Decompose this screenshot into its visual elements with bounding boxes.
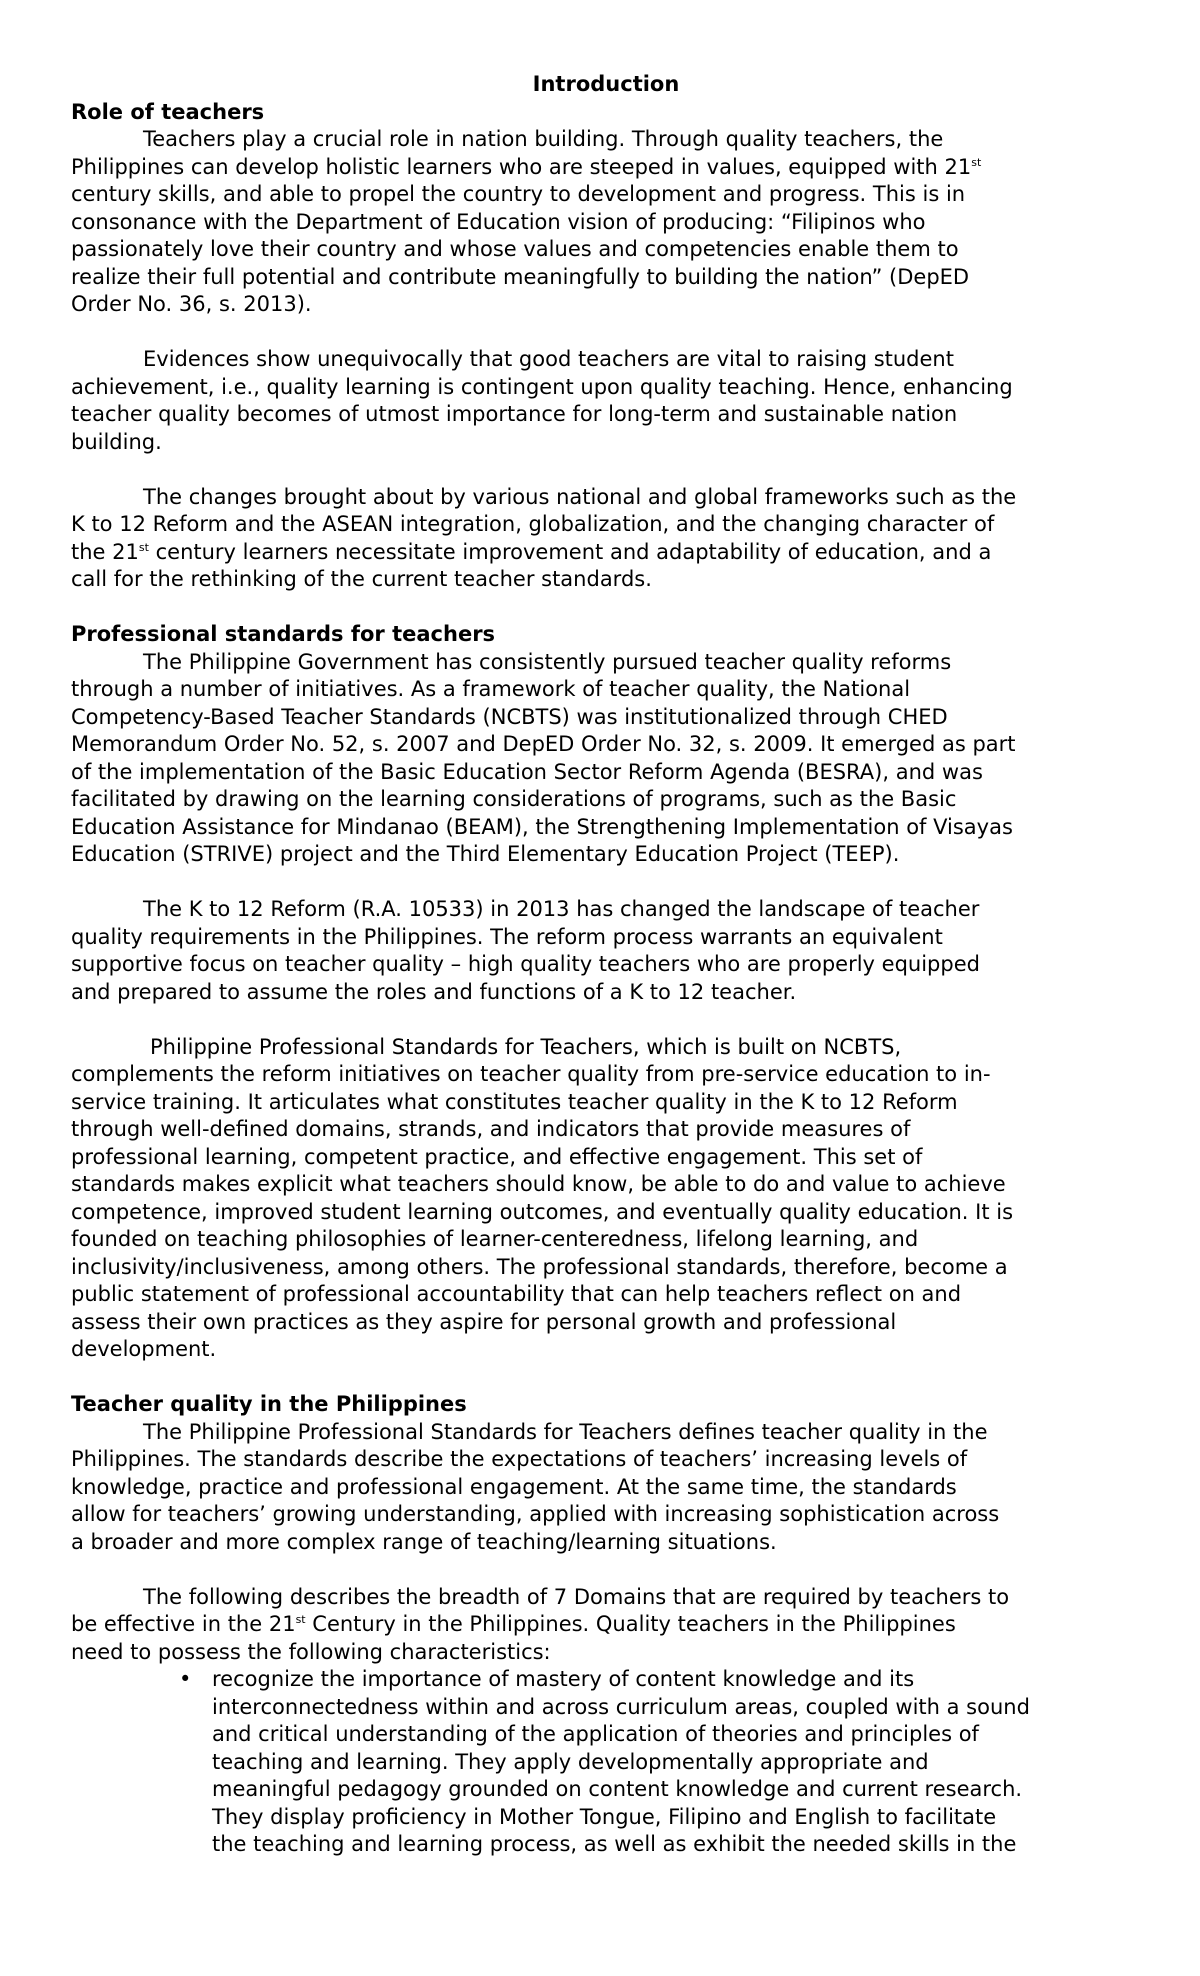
text-run: Century in the Philippines. Quality teachers in the Philippines	[305, 1612, 956, 1636]
paragraph-line: inclusivity/inclusiveness, among others. The professional standards, therefore, become a	[71, 1254, 1008, 1279]
section-heading: Teacher quality in the Philippines	[71, 1392, 467, 1416]
paragraph-line: consonance with the Department of Education vision of producing: “Filipinos who	[71, 209, 926, 234]
paragraph-line: and prepared to assume the roles and functions of a K to 12 teacher.	[71, 979, 797, 1004]
document-title: Introduction	[532, 72, 680, 96]
paragraph-line: need to possess the following characteristics:	[71, 1639, 551, 1664]
paragraph-line	[71, 154, 1141, 182]
paragraph-line: Education (STRIVE) project and the Third Elementary Education Project (TEEP).	[71, 842, 900, 866]
paragraph-line: founded on teaching philosophies of learner-centeredness, lifelong learning, and	[71, 1227, 919, 1251]
paragraph-line: through well-defined domains, strands, and indicators that provide measures of	[71, 1117, 911, 1141]
paragraph	[71, 1584, 1141, 1667]
text-run: the 21	[71, 539, 139, 564]
paragraph-line: allow for teachers’ growing understanding, applied with increasing sophistication across	[71, 1502, 1000, 1526]
paragraph-line: development.	[71, 1337, 217, 1361]
blank-line	[71, 869, 1141, 897]
paragraph-line: K to 12 Reform and the ASEAN integration, globalization, and the changing character of	[71, 512, 995, 536]
blank-line	[71, 1006, 1141, 1034]
text-run: be effective in the 21	[71, 1612, 296, 1636]
bullet-line	[71, 1804, 1141, 1832]
paragraph-line: competence, improved student learning outcomes, and eventually quality education. It is	[71, 1199, 1014, 1224]
text-run: century learners necessitate improvement and adaptability of education, and a	[148, 539, 992, 564]
bullet-item	[71, 1666, 1141, 1859]
paragraph	[71, 484, 1141, 594]
paragraph-line: service training. It articulates what constitutes teacher quality in the K to 12 Reform	[71, 1089, 958, 1114]
paragraph-line: passionately love their country and whose values and competencies enable them to	[71, 237, 959, 261]
blank-line	[71, 456, 1141, 484]
paragraph-line: a broader and more complex range of teaching/learning situations.	[71, 1529, 777, 1554]
paragraph	[71, 346, 1141, 456]
paragraph-line: Competency-Based Teacher Standards (NCBTS) was institutionalized through CHED	[71, 704, 948, 729]
blank-line	[71, 1364, 1141, 1392]
paragraph-line: complements the reform initiatives on teacher quality from pre-service education to in-	[71, 1062, 991, 1086]
section-heading: Role of teachers	[71, 99, 265, 124]
bullet-icon: •	[179, 1667, 192, 1691]
paragraph-line: The K to 12 Reform (R.A. 10533) in 2013 has changed the landscape of teacher	[143, 897, 980, 921]
paragraph-line: through a number of initiatives. As a framework of teacher quality, the National	[71, 677, 911, 701]
paragraph	[71, 1419, 1141, 1557]
blank-line	[71, 594, 1141, 622]
paragraph-line: building.	[71, 429, 162, 454]
blank-line	[71, 1556, 1141, 1584]
paragraph-line: quality requirements in the Philippines. The reform process warrants an equivalent	[71, 924, 943, 949]
bullet-line	[71, 1666, 1141, 1694]
document-page	[71, 71, 1141, 1859]
paragraph-line: Philippines. The standards describe the expectations of teachers’ increasing levels of	[71, 1447, 968, 1471]
bullet-text: the teaching and learning process, as well as exhibit the needed skills in the	[212, 1832, 1017, 1856]
superscript: st	[971, 155, 982, 169]
superscript: st	[138, 540, 149, 554]
paragraph-line: Education Assistance for Mindanao (BEAM), the Strengthening Implementation of Visayas	[71, 814, 1013, 839]
bullet-text: teaching and learning. They apply developmentally appropriate and	[212, 1749, 929, 1774]
bullet-line	[71, 1831, 1141, 1859]
paragraph	[71, 649, 1141, 869]
paragraph-line: Philippine Professional Standards for Teachers, which is built on NCBTS,	[150, 1034, 902, 1059]
bullet-line	[71, 1694, 1141, 1722]
paragraph-line: teacher quality becomes of utmost importance for long-term and sustainable nation	[71, 402, 958, 426]
paragraph	[71, 1034, 1141, 1364]
blank-line	[71, 319, 1141, 347]
paragraph-line: The changes brought about by various national and global frameworks such as the	[143, 484, 1017, 509]
paragraph-line: call for the rethinking of the current teacher standards.	[71, 567, 652, 591]
paragraph-line: standards makes explicit what teachers should know, be able to do and value to achieve	[71, 1172, 1006, 1196]
bullet-text: They display proficiency in Mother Tongue, Filipino and English to facilitate	[212, 1804, 997, 1829]
paragraph-line: assess their own practices as they aspire for personal growth and professional	[71, 1309, 897, 1334]
paragraph	[71, 126, 1141, 319]
paragraph-line: realize their full potential and contribute meaningfully to building the nation” (DepED	[71, 264, 970, 289]
paragraph	[71, 896, 1141, 1006]
paragraph-line: Order No. 36, s. 2013).	[71, 292, 312, 316]
bullet-text: and critical understanding of the application of theories and principles of	[212, 1722, 979, 1746]
paragraph-line: facilitated by drawing on the learning considerations of programs, such as the Basic	[71, 787, 957, 811]
paragraph-line: The Philippine Professional Standards for Teachers defines teacher quality in the	[143, 1419, 988, 1444]
bullet-text: meaningful pedagogy grounded on content knowledge and current research.	[212, 1777, 1023, 1801]
superscript: st	[295, 1613, 306, 1626]
paragraph-line: of the implementation of the Basic Education Sector Reform Agenda (BESRA), and was	[71, 759, 983, 784]
paragraph-line: Teachers play a crucial role in nation building. Through quality teachers, the	[143, 127, 944, 151]
paragraph-line: The Philippine Government has consistently pursued teacher quality reforms	[143, 649, 952, 674]
paragraph-line	[71, 1611, 1141, 1639]
paragraph-line: century skills, and able to propel the country to development and progress. This is in	[71, 182, 966, 206]
paragraph-line: public statement of professional accountability that can help teachers reflect on and	[71, 1282, 962, 1306]
text-run: Philippines can develop holistic learners who are steeped in values, equipped with 21	[71, 154, 972, 179]
section-heading: Professional standards for teachers	[71, 622, 496, 646]
paragraph-line: Memorandum Order No. 52, s. 2007 and DepED Order No. 32, s. 2009. It emerged as part	[71, 732, 1016, 756]
paragraph-line: professional learning, competent practice, and effective engagement. This set of	[71, 1144, 923, 1169]
bullet-line	[71, 1776, 1141, 1804]
bullet-text: interconnectedness within and across curriculum areas, coupled with a sound	[212, 1694, 1030, 1719]
paragraph-line: supportive focus on teacher quality – high quality teachers who are properly equipped	[71, 952, 980, 976]
paragraph-line: Evidences show unequivocally that good teachers are vital to raising student	[143, 347, 954, 371]
paragraph-line	[71, 539, 1141, 567]
document-body	[71, 99, 1141, 1859]
paragraph-line: knowledge, practice and professional engagement. At the same time, the standards	[71, 1474, 957, 1499]
bullet-text: recognize the importance of mastery of content knowledge and its	[212, 1667, 915, 1691]
bullet-line	[71, 1749, 1141, 1777]
paragraph-line: The following describes the breadth of 7 Domains that are required by teachers to	[143, 1584, 1010, 1609]
bullet-line	[71, 1721, 1141, 1749]
paragraph-line: achievement, i.e., quality learning is contingent upon quality teaching. Hence, enhancing	[71, 374, 1013, 399]
